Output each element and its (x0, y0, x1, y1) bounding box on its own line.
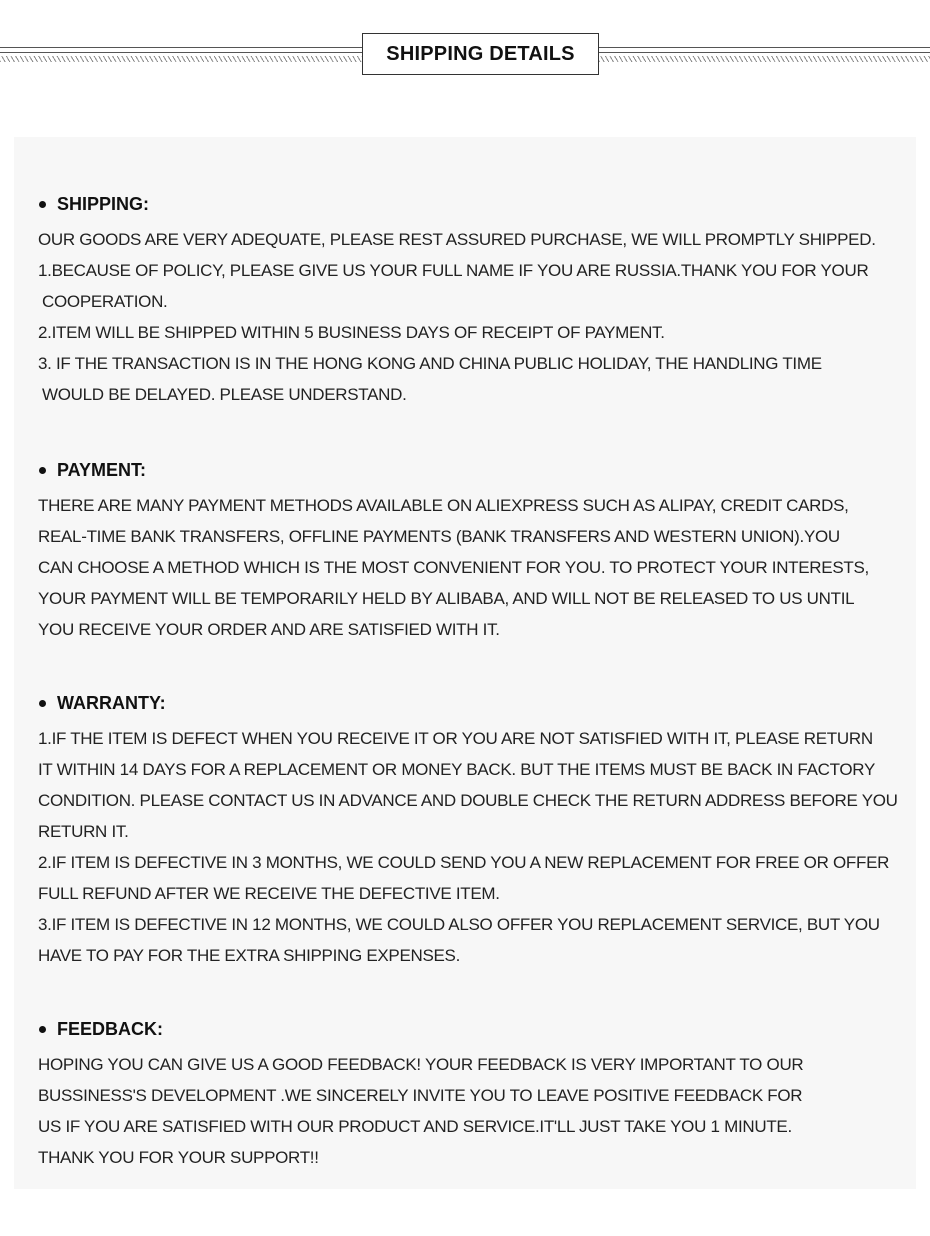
bullet-icon (39, 467, 46, 474)
text-line: YOU RECEIVE YOUR ORDER AND ARE SATISFIED WITH IT. (38, 620, 500, 639)
text-line: 2.IF ITEM IS DEFECTIVE IN 3 MONTHS, WE COULD SEND YOU A NEW REPLACEMENT FOR FREE OR OFFER (38, 853, 890, 872)
shipping-heading: SHIPPING: (57, 194, 150, 214)
bullet-icon (39, 201, 46, 208)
shipping-section (38, 193, 908, 410)
payment-heading: PAYMENT: (57, 460, 147, 480)
text-line: 3.IF ITEM IS DEFECTIVE IN 12 MONTHS, WE COULD ALSO OFFER YOU REPLACEMENT SERVICE, BUT YOU (38, 915, 880, 934)
text-line: BUSSINESS'S DEVELOPMENT .WE SINCERELY INVITE YOU TO LEAVE POSITIVE FEEDBACK FOR (38, 1086, 803, 1105)
decorative-rule-left (0, 47, 362, 65)
section-heading (38, 459, 908, 481)
section-heading (38, 692, 908, 714)
payment-section (38, 459, 908, 645)
bullet-icon (39, 700, 46, 707)
warranty-section (38, 692, 908, 971)
text-line: FULL REFUND AFTER WE RECEIVE THE DEFECTIVE ITEM. (38, 884, 500, 903)
decorative-rule-right (599, 47, 930, 65)
text-line: HAVE TO PAY FOR THE EXTRA SHIPPING EXPENSES. (38, 946, 461, 965)
text-line: THERE ARE MANY PAYMENT METHODS AVAILABLE ON ALIEXPRESS SUCH AS ALIPAY, CREDIT CARDS, (38, 496, 849, 515)
text-line: HOPING YOU CAN GIVE US A GOOD FEEDBACK! YOUR FEEDBACK IS VERY IMPORTANT TO OUR (38, 1055, 804, 1074)
feedback-heading: FEEDBACK: (57, 1019, 163, 1039)
text-line: 2.ITEM WILL BE SHIPPED WITHIN 5 BUSINESS DAYS OF RECEIPT OF PAYMENT. (38, 323, 665, 342)
text-line: CAN CHOOSE A METHOD WHICH IS THE MOST CONVENIENT FOR YOU. TO PROTECT YOUR INTERESTS, (38, 558, 869, 577)
section-heading (38, 193, 908, 215)
text-line: REAL-TIME BANK TRANSFERS, OFFLINE PAYMENTS (BANK TRANSFERS AND WESTERN UNION).YOU (38, 527, 840, 546)
section-heading (38, 1018, 908, 1040)
text-line: WOULD BE DELAYED. PLEASE UNDERSTAND. (42, 385, 407, 404)
text-line: 3. IF THE TRANSACTION IS IN THE HONG KONG AND CHINA PUBLIC HOLIDAY, THE HANDLING TIME (38, 354, 822, 373)
page-title: SHIPPING DETAILS (362, 33, 599, 75)
text-line: 1.BECAUSE OF POLICY, PLEASE GIVE US YOUR FULL NAME IF YOU ARE RUSSIA.THANK YOU FOR YOUR (38, 261, 869, 280)
text-line: IT WITHIN 14 DAYS FOR A REPLACEMENT OR MONEY BACK. BUT THE ITEMS MUST BE BACK IN FACTORY (38, 760, 876, 779)
bullet-icon (39, 1026, 46, 1033)
text-line: OUR GOODS ARE VERY ADEQUATE, PLEASE REST ASSURED PURCHASE, WE WILL PROMPTLY SHIPPED. (38, 230, 876, 249)
warranty-heading: WARRANTY: (57, 693, 166, 713)
text-line: 1.IF THE ITEM IS DEFECT WHEN YOU RECEIVE IT OR YOU ARE NOT SATISFIED WITH IT, PLEASE RETURN (38, 729, 873, 748)
text-line: CONDITION. PLEASE CONTACT US IN ADVANCE AND DOUBLE CHECK THE RETURN ADDRESS BEFORE YOU (38, 791, 898, 810)
header-banner (0, 0, 930, 90)
text-line: YOUR PAYMENT WILL BE TEMPORARILY HELD BY ALIBABA, AND WILL NOT BE RELEASED TO US UNTIL (38, 589, 855, 608)
text-line: THANK YOU FOR YOUR SUPPORT!! (38, 1148, 319, 1167)
text-line: US IF YOU ARE SATISFIED WITH OUR PRODUCT AND SERVICE.IT'LL JUST TAKE YOU 1 MINUTE. (38, 1117, 792, 1136)
text-line: RETURN IT. (38, 822, 129, 841)
feedback-section (38, 1018, 908, 1173)
text-line: COOPERATION. (42, 292, 168, 311)
